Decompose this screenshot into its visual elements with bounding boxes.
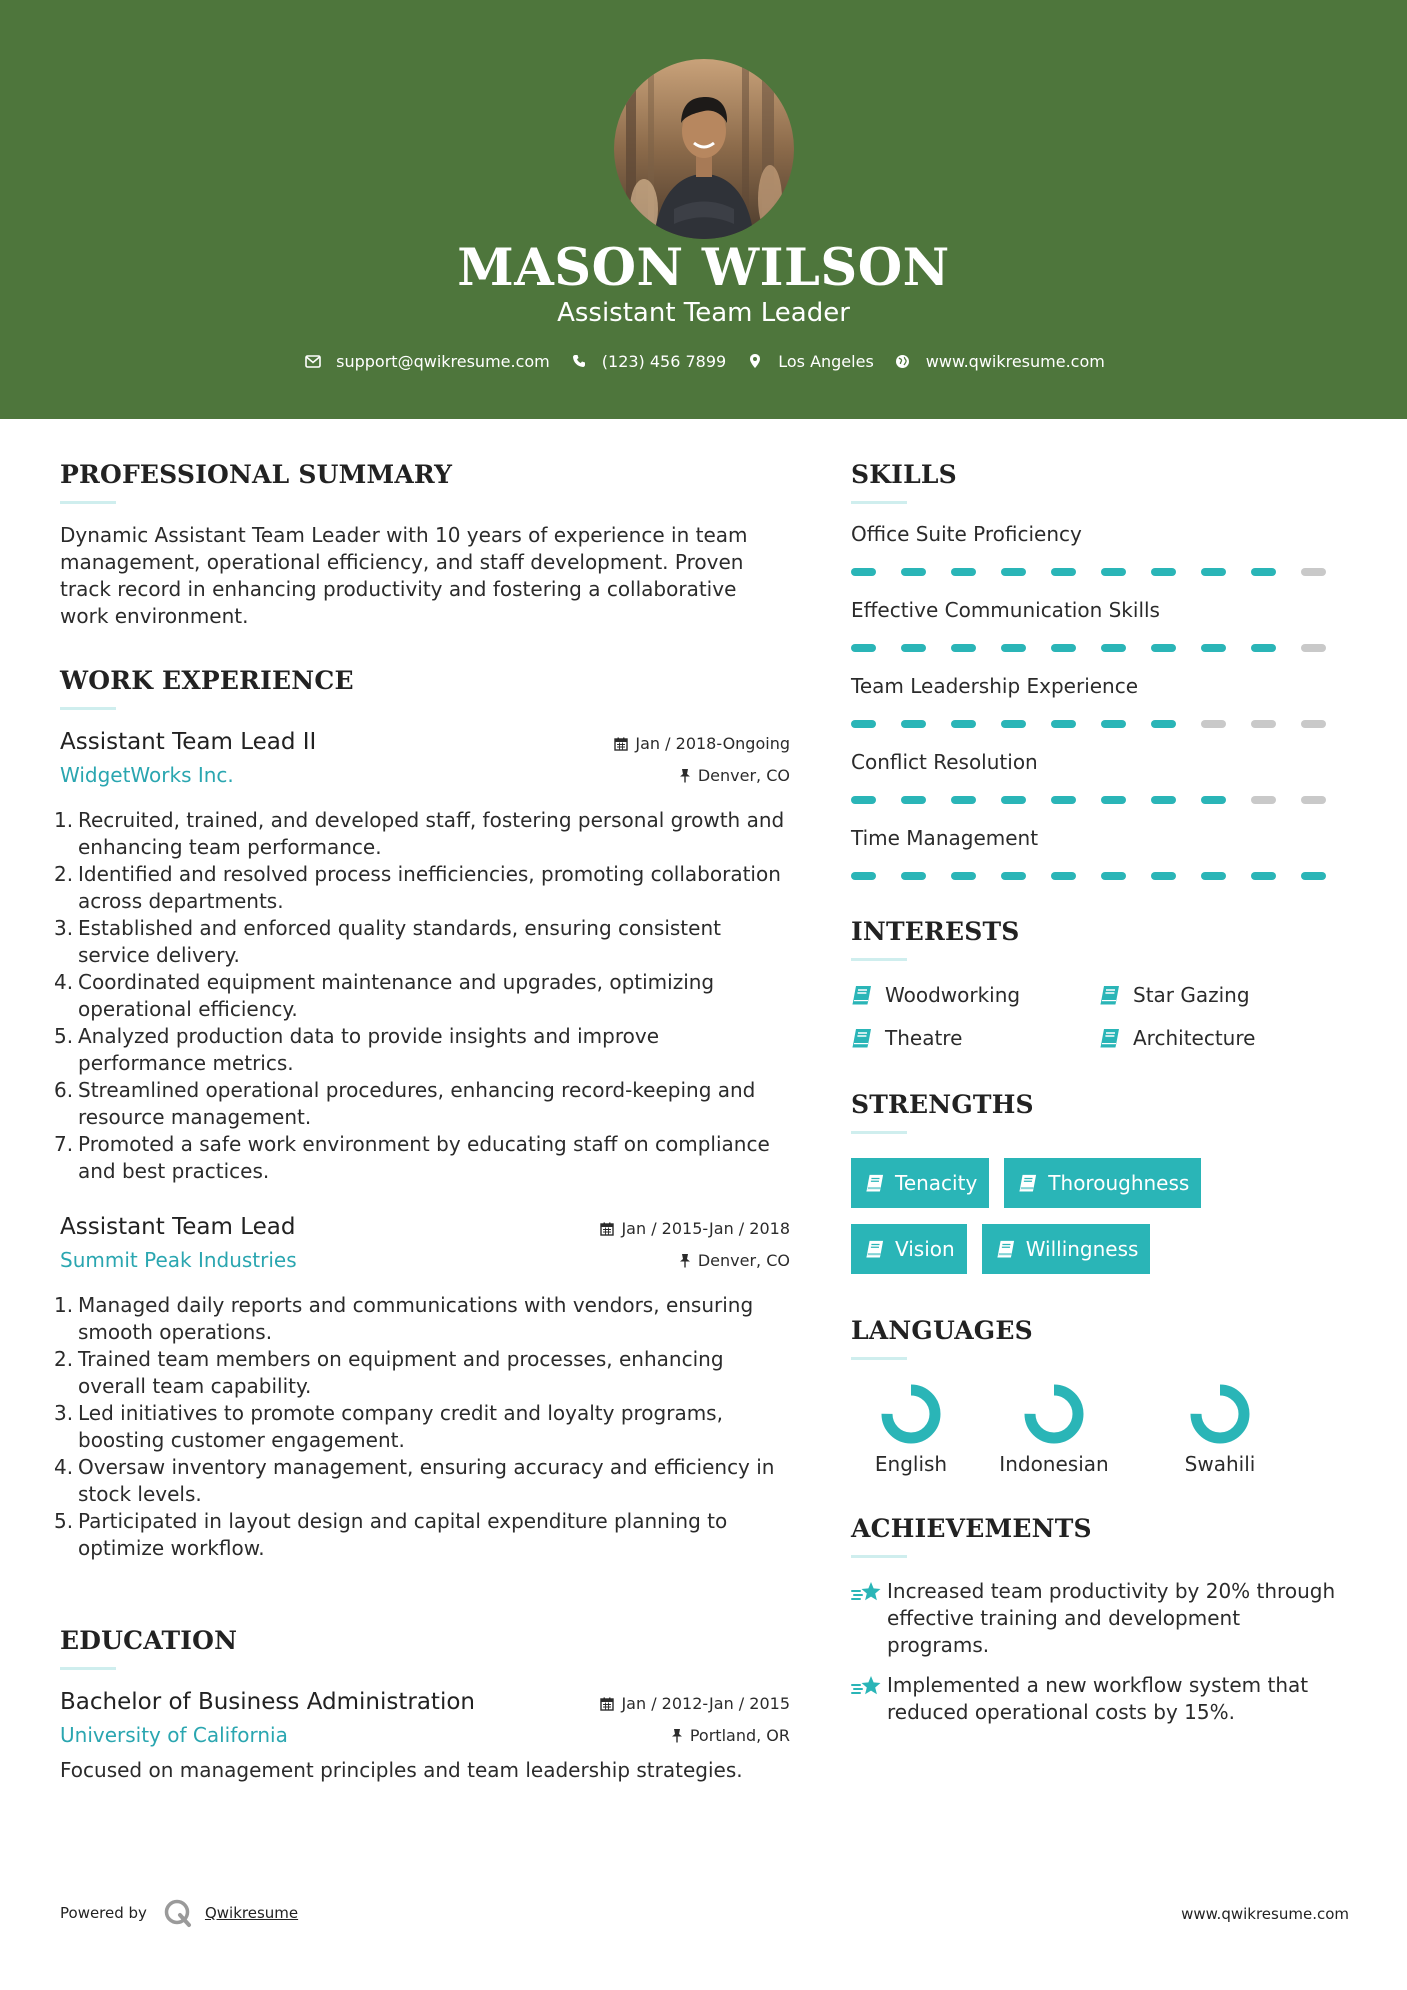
skill-rating-segment: [851, 796, 876, 804]
language-item: [1137, 1382, 1303, 1476]
qwikresume-logo-icon: [163, 1898, 193, 1928]
strength-label: Tenacity: [895, 1171, 978, 1195]
skill-rating-segment: [1251, 796, 1276, 804]
candidate-name: MASON WILSON: [457, 238, 950, 298]
contact-website[interactable]: [892, 350, 1105, 372]
list-item: 5. Analyzed production data to provide insights and improve performance metrics.: [54, 1024, 659, 1075]
list-item: 7. Promoted a safe work environment by educating staff on compliance and best practices.: [54, 1132, 770, 1183]
interest-item: [851, 983, 1099, 1007]
job-location: [679, 1251, 790, 1270]
section-title-summary: PROFESSIONAL SUMMARY: [60, 460, 453, 489]
list-item: 4. Coordinated equipment maintenance and upgrades, optimizing operational efficiency.: [54, 970, 715, 1021]
skill-rating-segment: [1051, 872, 1076, 880]
job-bullets: [54, 807, 790, 1185]
section-title-languages: LANGUAGES: [851, 1316, 1033, 1345]
strength-label: Willingness: [1025, 1237, 1139, 1261]
shooting-star-icon: [851, 1672, 887, 1726]
contact-bar: [0, 350, 1407, 372]
skill-rating-bar: [851, 568, 1351, 576]
section-underline: [60, 1667, 116, 1670]
summary-section: [60, 460, 790, 630]
book-icon: [851, 1028, 873, 1048]
skill-rating-segment: [901, 644, 926, 652]
skill-rating-segment: [951, 568, 976, 576]
skill-rating-segment: [951, 644, 976, 652]
skill-rating-segment: [1101, 568, 1126, 576]
list-item: 1. Recruited, trained, and developed staff, fostering personal growth and enhancing team performance.: [54, 808, 785, 859]
strength-tag: [851, 1224, 967, 1274]
contact-phone-text: (123) 456 7899: [601, 351, 727, 371]
interests-section: [851, 917, 1351, 1050]
job-bullets: [54, 1292, 790, 1562]
skill-rating-segment: [1151, 796, 1176, 804]
language-level-arc: [887, 1390, 935, 1438]
section-underline: [851, 1357, 907, 1360]
skill-rating-segment: [1301, 872, 1326, 880]
skill-rating-segment: [1251, 872, 1276, 880]
book-icon: [851, 985, 873, 1005]
achievement-item: [851, 1672, 1351, 1726]
job-title: Assistant Team Lead II: [60, 729, 317, 755]
book-icon: [1018, 1174, 1038, 1192]
skill-rating-segment: [1301, 568, 1326, 576]
job-entry: [54, 1214, 790, 1562]
summary-text: Dynamic Assistant Team Leader with 10 years of experience in team management, operational efficiency, and staff development. Proven track record in enhancing productivity and fostering a collaborative work environment.: [60, 523, 748, 628]
globe-icon: [892, 350, 914, 372]
degree-title: Bachelor of Business Administration: [60, 1689, 475, 1715]
strength-tag: [1004, 1158, 1201, 1208]
skill-rating-bar: [851, 796, 1351, 804]
skill-rating-segment: [1251, 568, 1276, 576]
skill-rating-segment: [1151, 720, 1176, 728]
list-item: 1. Managed daily reports and communications with vendors, ensuring smooth operations.: [54, 1293, 754, 1344]
profile-photo-image: [614, 59, 794, 239]
skill-rating-segment: [901, 568, 926, 576]
skill-rating-segment: [1101, 644, 1126, 652]
job-location-text: Denver, CO: [697, 1251, 790, 1270]
book-icon: [865, 1240, 885, 1258]
job-location-text: Denver, CO: [697, 766, 790, 785]
strength-label: Thoroughness: [1048, 1171, 1190, 1195]
education-date: [600, 1694, 790, 1713]
book-icon: [1099, 1028, 1121, 1048]
phone-icon: [568, 350, 590, 372]
skill-rating-segment: [901, 872, 926, 880]
skill-rating-segment: [1051, 644, 1076, 652]
section-underline: [851, 501, 907, 504]
language-level-gauge: [1022, 1382, 1086, 1446]
skill-rating-segment: [1001, 644, 1026, 652]
contact-location: [744, 350, 874, 372]
list-item: 3. Led initiatives to promote company credit and loyalty programs, boosting customer engagement.: [54, 1401, 723, 1452]
interest-item: [851, 1026, 1099, 1050]
resume-header: [0, 0, 1407, 419]
book-icon: [865, 1174, 885, 1192]
skill-rating-segment: [1151, 568, 1176, 576]
contact-phone[interactable]: [568, 350, 726, 372]
job-entry: [54, 729, 790, 1185]
right-column: [851, 460, 1351, 1726]
contact-email[interactable]: [302, 350, 550, 372]
skill-rating-bar: [851, 872, 1351, 880]
skill-rating-segment: [1051, 796, 1076, 804]
envelope-icon: [302, 350, 324, 372]
achievements-list: [851, 1578, 1351, 1726]
skill-rating-segment: [851, 568, 876, 576]
skill-rating-segment: [851, 644, 876, 652]
skill-rating-segment: [1001, 720, 1026, 728]
section-underline: [60, 501, 116, 504]
job-location: [679, 766, 790, 785]
skill-rating-segment: [951, 796, 976, 804]
skill-rating-segment: [1001, 872, 1026, 880]
skill-rating-segment: [1151, 644, 1176, 652]
skill-rating-segment: [1201, 796, 1226, 804]
skill-rating-segment: [851, 720, 876, 728]
skill-item: [851, 750, 1351, 804]
list-item: 2. Trained team members on equipment and processes, enhancing overall team capability.: [54, 1347, 724, 1398]
interest-label: Woodworking: [885, 983, 1021, 1007]
skill-name: Effective Communication Skills: [851, 598, 1160, 622]
calendar-icon: [614, 737, 628, 751]
skill-name: Office Suite Proficiency: [851, 522, 1082, 546]
language-item: [971, 1382, 1137, 1476]
skill-rating-segment: [1251, 644, 1276, 652]
skill-rating-segment: [1201, 568, 1226, 576]
language-name: Indonesian: [999, 1452, 1109, 1476]
experience-section: [54, 666, 790, 1562]
achievements-section: [851, 1514, 1351, 1726]
skill-rating-segment: [1001, 796, 1026, 804]
section-underline: [60, 707, 116, 710]
footer-powered-by: [60, 1898, 298, 1928]
section-title-achievements: ACHIEVEMENTS: [851, 1514, 1092, 1543]
achievement-text: Implemented a new workflow system that reduced operational costs by 15%.: [887, 1673, 1309, 1724]
skill-rating-segment: [1051, 568, 1076, 576]
skill-name: Time Management: [851, 826, 1039, 850]
section-title-skills: SKILLS: [851, 460, 957, 489]
job-company: WidgetWorks Inc.: [60, 763, 234, 787]
left-column: [54, 460, 790, 1784]
calendar-icon: [600, 1697, 614, 1711]
education-date-text: Jan / 2012-Jan / 2015: [621, 1694, 790, 1713]
list-item: 4. Oversaw inventory management, ensuring accuracy and efficiency in stock levels.: [54, 1455, 775, 1506]
skills-list: [851, 522, 1351, 880]
job-date-text: Jan / 2018-Ongoing: [635, 734, 790, 753]
skill-rating-segment: [1201, 720, 1226, 728]
strengths-section: [851, 1090, 1351, 1290]
skill-item: [851, 826, 1351, 880]
shooting-star-icon: [851, 1578, 887, 1659]
skill-rating-segment: [951, 872, 976, 880]
interest-label: Theatre: [885, 1026, 963, 1050]
education-description: Focused on management principles and team leadership strategies.: [60, 1758, 743, 1782]
interest-label: Star Gazing: [1133, 983, 1250, 1007]
list-item: 6. Streamlined operational procedures, enhancing record-keeping and resource management.: [54, 1078, 756, 1129]
skill-rating-segment: [1201, 644, 1226, 652]
section-title-interests: INTERESTS: [851, 917, 1020, 946]
list-item: 5. Participated in layout design and capital expenditure planning to optimize workflow.: [54, 1509, 728, 1560]
language-name: Swahili: [1184, 1452, 1256, 1476]
job-date: [600, 1219, 790, 1238]
powered-by-label: Powered by: [60, 1904, 147, 1922]
skill-rating-segment: [1301, 720, 1326, 728]
section-underline: [851, 1555, 907, 1558]
pushpin-icon: [679, 1253, 691, 1268]
languages-section: [851, 1316, 1351, 1476]
education-section: [60, 1626, 790, 1784]
skill-rating-segment: [1251, 720, 1276, 728]
map-pin-icon: [744, 350, 766, 372]
book-icon: [1099, 985, 1121, 1005]
skill-rating-segment: [1051, 720, 1076, 728]
achievement-item: [851, 1578, 1351, 1659]
skill-rating-bar: [851, 644, 1351, 652]
interest-label: Architecture: [1133, 1026, 1256, 1050]
strength-label: Vision: [895, 1237, 955, 1261]
language-level-arc: [1196, 1390, 1244, 1438]
contact-website-text: www.qwikresume.com: [925, 351, 1105, 371]
languages-list: [851, 1382, 1351, 1476]
language-name: English: [874, 1452, 948, 1476]
job-company: Summit Peak Industries: [60, 1248, 297, 1272]
skill-item: [851, 598, 1351, 652]
list-item: 3. Established and enforced quality standards, ensuring consistent service delivery.: [54, 916, 721, 967]
interest-item: [1099, 983, 1339, 1007]
skill-rating-segment: [851, 872, 876, 880]
skill-rating-segment: [1101, 720, 1126, 728]
language-level-arc: [1030, 1390, 1078, 1438]
skill-name: Team Leadership Experience: [851, 674, 1139, 698]
strength-tag: [851, 1158, 989, 1208]
pushpin-icon: [671, 1728, 683, 1743]
school-name: University of California: [60, 1723, 288, 1747]
education-entry: [60, 1689, 790, 1784]
section-title-strengths: STRENGTHS: [851, 1090, 1034, 1119]
footer-brand-link[interactable]: Qwikresume: [204, 1904, 299, 1922]
list-item: 2. Identified and resolved process inefficiencies, promoting collaboration across departments.: [54, 862, 781, 913]
interests-list: [851, 983, 1351, 1050]
skill-rating-segment: [951, 720, 976, 728]
job-title: Assistant Team Lead: [60, 1214, 296, 1240]
job-date-text: Jan / 2015-Jan / 2018: [621, 1219, 790, 1238]
section-title-education: EDUCATION: [60, 1626, 238, 1655]
strengths-tags: [851, 1158, 1271, 1290]
skill-rating-segment: [1201, 872, 1226, 880]
skill-item: [851, 674, 1351, 728]
book-icon: [996, 1240, 1016, 1258]
skill-name: Conflict Resolution: [851, 750, 1038, 774]
calendar-icon: [600, 1222, 614, 1236]
skill-rating-segment: [901, 796, 926, 804]
section-underline: [851, 1131, 907, 1134]
education-location-text: Portland, OR: [689, 1726, 790, 1745]
education-location: [671, 1726, 790, 1745]
skills-section: [851, 460, 1351, 880]
footer-website[interactable]: www.qwikresume.com: [1181, 1905, 1349, 1923]
skill-rating-segment: [1101, 796, 1126, 804]
language-level-gauge: [879, 1382, 943, 1446]
skill-rating-segment: [1101, 872, 1126, 880]
contact-location-text: Los Angeles: [778, 351, 874, 371]
section-underline: [851, 958, 907, 961]
profile-photo: [614, 59, 794, 239]
skill-rating-segment: [1001, 568, 1026, 576]
skill-rating-segment: [901, 720, 926, 728]
skill-item: [851, 522, 1351, 576]
job-date: [614, 734, 790, 753]
skill-rating-segment: [1151, 872, 1176, 880]
language-item: [851, 1382, 971, 1476]
strength-tag: [982, 1224, 1151, 1274]
section-title-experience: WORK EXPERIENCE: [60, 666, 354, 695]
interest-item: [1099, 1026, 1339, 1050]
achievement-text: Increased team productivity by 20% through effective training and development programs.: [887, 1579, 1336, 1657]
skill-rating-segment: [1301, 644, 1326, 652]
candidate-role: Assistant Team Leader: [557, 298, 850, 328]
language-level-gauge: [1188, 1382, 1252, 1446]
skill-rating-bar: [851, 720, 1351, 728]
skill-rating-segment: [1301, 796, 1326, 804]
pushpin-icon: [679, 768, 691, 783]
contact-email-text: support@qwikresume.com: [336, 351, 550, 371]
